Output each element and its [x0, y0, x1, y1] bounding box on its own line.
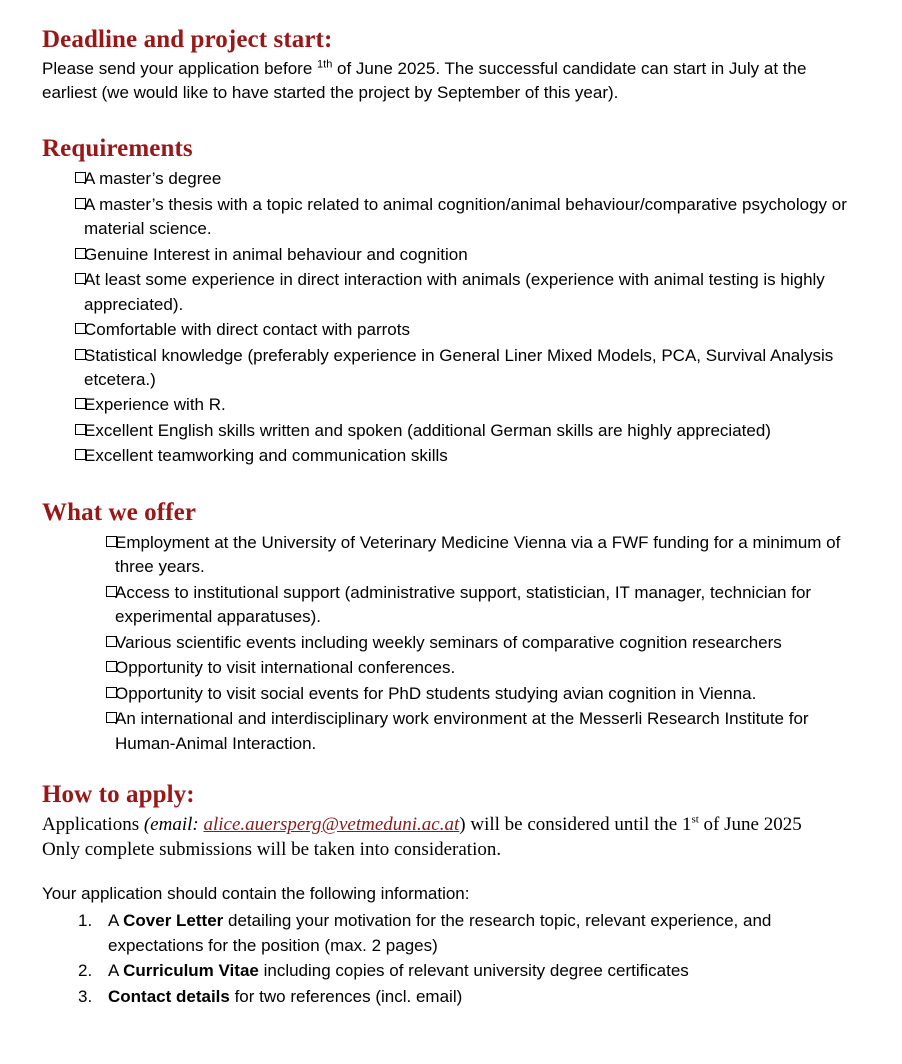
- list-item: [42, 656, 862, 680]
- list-item-pre: A: [108, 961, 124, 981]
- checkbox-icon: [75, 349, 86, 360]
- list-item: [42, 193, 862, 242]
- list-item-label: A master’s thesis with a topic related to animal cognition/animal behaviour/comparative psychology or material science.: [84, 194, 847, 239]
- checkbox-icon: [75, 198, 86, 209]
- apply-paragraph: [42, 812, 862, 837]
- list-item-label: Various scientific events including weekly seminars of comparative cognition researchers: [115, 632, 782, 652]
- list-item-label: Employment at the University of Veterinary Medicine Vienna via a FWF funding for a minimum of three years.: [115, 532, 841, 577]
- list-item: [42, 268, 862, 317]
- list-item-bold: Contact details: [108, 986, 230, 1006]
- list-item-bold: Cover Letter: [123, 911, 224, 931]
- list-item-label: Access to institutional support (administrative support, statistician, IT manager, technician for experimental apparatuses).: [115, 582, 812, 627]
- application-contents-list: [42, 909, 862, 1009]
- apply-text-post: of June 2025: [698, 814, 802, 836]
- list-item: [42, 344, 862, 393]
- list-item: [42, 318, 862, 342]
- list-item-label: Opportunity to visit international conferences.: [115, 658, 456, 678]
- list-item-post: detailing your motivation for the research topic, relevant experience, and expectations for the position (max. 2 pages): [108, 911, 772, 955]
- apply-paragraph-line2: Only complete submissions will be taken into consideration.: [42, 839, 502, 861]
- list-item: [42, 682, 862, 706]
- section-heading-how-to-apply: How to apply:: [42, 781, 195, 809]
- checkbox-icon: [75, 172, 86, 183]
- checkbox-icon: [106, 712, 117, 723]
- email-link[interactable]: alice.auersperg@vetmeduni.ac.at: [203, 814, 460, 836]
- list-item-post: for two references (incl. email): [229, 986, 463, 1006]
- list-item-label: Opportunity to visit social events for PhD students studying avian cognition in Vienna.: [115, 683, 757, 703]
- deadline-text-post: of June 2025. The successful candidate can start in July at the earliest (we would like to have started the project by September of this year).: [42, 59, 807, 103]
- list-item: [42, 243, 862, 267]
- list-item-post: including copies of relevant university degree certificates: [258, 961, 689, 981]
- list-item-bold: Curriculum Vitae: [123, 961, 259, 981]
- list-item: [42, 631, 862, 655]
- list-item: [42, 393, 862, 417]
- deadline-text-pre: Please send your application before: [42, 59, 318, 78]
- checkbox-icon: [106, 586, 117, 597]
- checkbox-icon: [75, 449, 86, 460]
- list-item-label: Experience with R.: [84, 395, 226, 415]
- checkbox-icon: [75, 398, 86, 409]
- spacer: [42, 862, 862, 882]
- apply-text-mid: ) will be considered until the 1: [459, 814, 692, 836]
- checkbox-icon: [106, 636, 117, 647]
- checkbox-icon: [75, 424, 86, 435]
- offers-list: [42, 531, 862, 756]
- list-item: [42, 707, 862, 756]
- checkbox-icon: [75, 323, 86, 334]
- list-item: [42, 581, 862, 630]
- checkbox-icon: [106, 687, 117, 698]
- checkbox-icon: [75, 248, 86, 259]
- apply-email-label: (email:: [143, 814, 204, 836]
- list-item-label: An international and interdisciplinary work environment at the Messerli Research Institute for Human-Animal Interaction.: [115, 709, 809, 753]
- list-item-pre: A: [108, 911, 124, 931]
- apply-text-pre: Applications: [42, 814, 144, 836]
- list-item-label: Excellent teamworking and communication skills: [84, 446, 448, 466]
- list-item: [42, 167, 862, 191]
- checkbox-icon: [106, 536, 117, 547]
- list-item: [42, 959, 862, 983]
- deadline-superscript: 1th: [317, 58, 333, 71]
- list-item: [42, 419, 862, 443]
- requirements-list: [42, 167, 862, 469]
- list-item: [42, 444, 862, 468]
- section-heading-deadline: Deadline and project start:: [42, 26, 333, 53]
- application-contains-line: Your application should contain the following information:: [42, 884, 470, 904]
- apply-superscript: st: [691, 813, 699, 826]
- list-item-label: Statistical knowledge (preferably experience in General Liner Mixed Models, PCA, Survival Analysis etcetera.): [84, 345, 834, 389]
- list-item-label: At least some experience in direct interaction with animals (experience with animal testing is highly appreciated).: [84, 270, 825, 314]
- list-item-label: Comfortable with direct contact with parrots: [84, 320, 410, 340]
- list-item: [42, 531, 862, 580]
- section-heading-requirements: Requirements: [42, 135, 193, 163]
- list-item-label: Excellent English skills written and spoken (additional German skills are highly appreciated): [84, 420, 771, 440]
- list-item-label: Genuine Interest in animal behaviour and cognition: [84, 244, 468, 264]
- list-item: [42, 909, 862, 958]
- list-item-label: A master’s degree: [84, 169, 222, 189]
- deadline-paragraph: [42, 57, 862, 105]
- section-heading-what-we-offer: What we offer: [42, 498, 197, 526]
- checkbox-icon: [75, 273, 86, 284]
- list-item: [42, 985, 862, 1009]
- spacer: [42, 757, 862, 781]
- checkbox-icon: [106, 661, 117, 672]
